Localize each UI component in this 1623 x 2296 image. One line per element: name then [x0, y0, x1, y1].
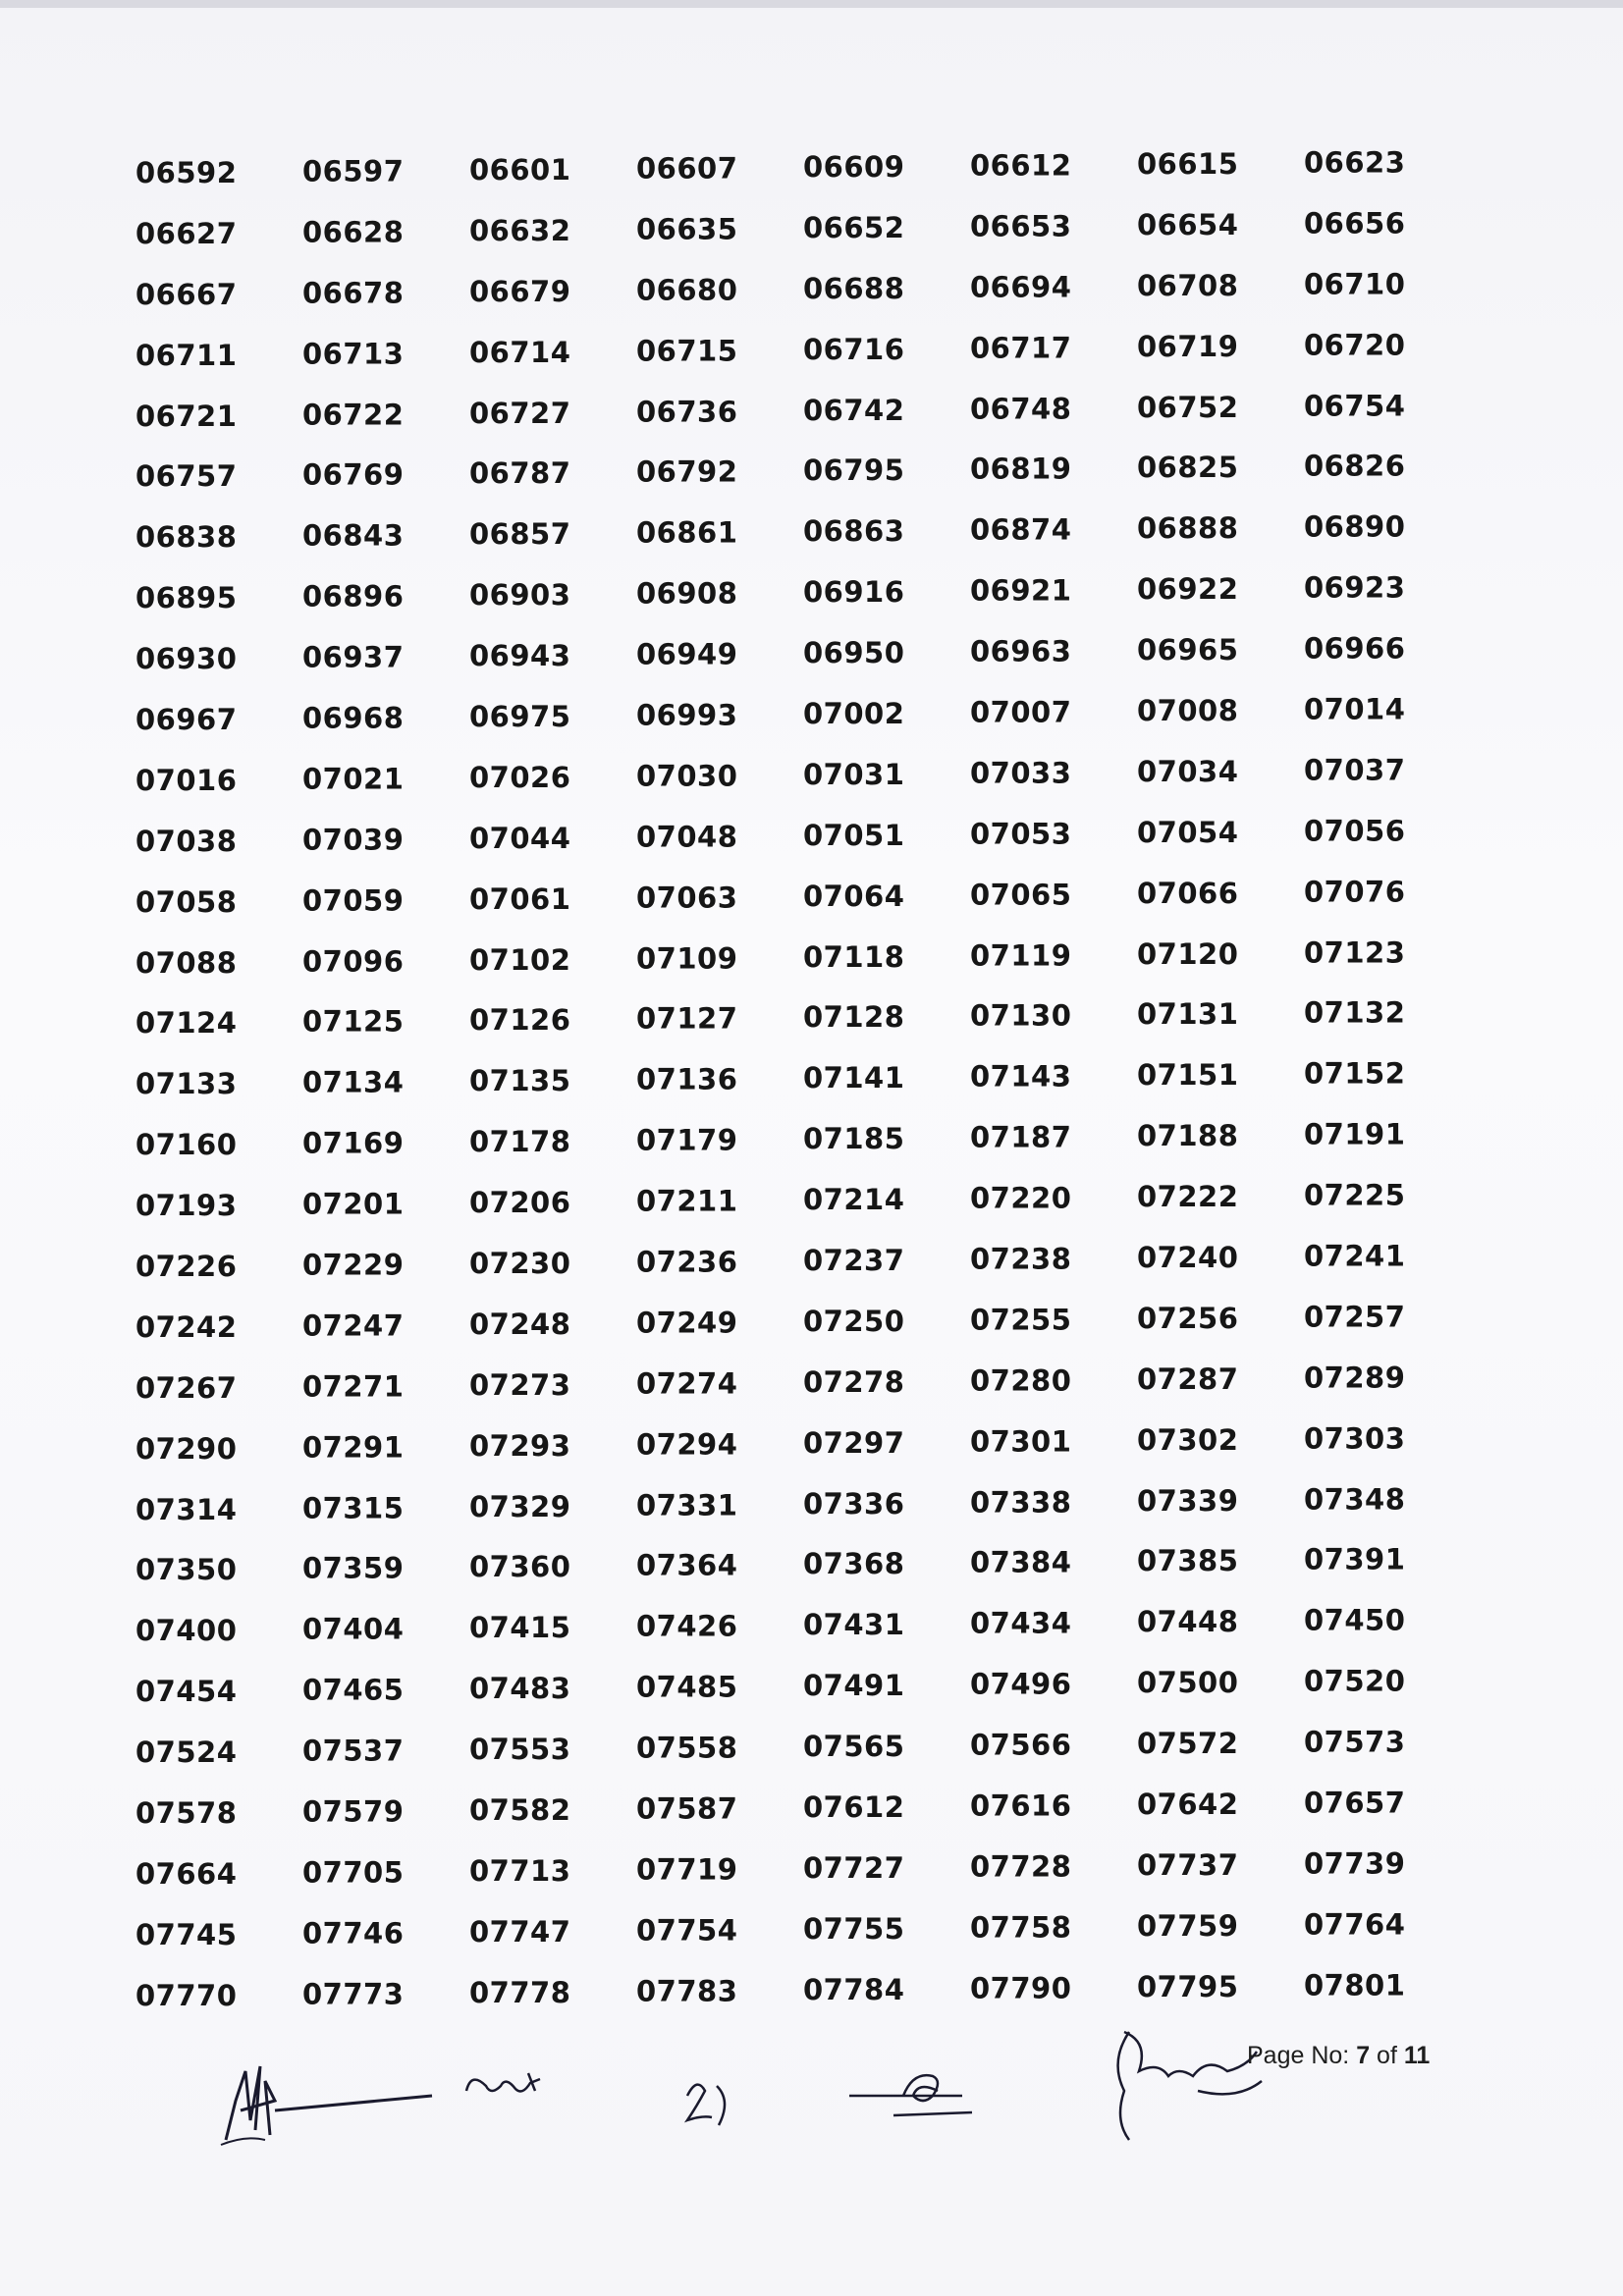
roll-number-cell: 06963 [970, 634, 1072, 668]
roll-number-cell: 07737 [1137, 1847, 1239, 1882]
roll-number-cell: 07056 [1304, 814, 1406, 848]
roll-number-cell: 07230 [469, 1247, 571, 1281]
roll-number-cell: 07391 [1304, 1542, 1406, 1576]
roll-number-cell: 06754 [1304, 389, 1406, 423]
roll-number-cell: 07280 [970, 1363, 1072, 1398]
roll-number-cell: 07642 [1137, 1788, 1239, 1822]
roll-number-cell: 07485 [636, 1670, 738, 1704]
roll-number-cell: 07713 [469, 1853, 571, 1888]
roll-number-cell: 07118 [803, 939, 905, 974]
roll-number-cell: 07125 [302, 1004, 405, 1039]
roll-number-cell: 07558 [636, 1731, 738, 1765]
roll-number-cell: 06710 [1304, 267, 1406, 301]
roll-number-cell: 07109 [636, 941, 738, 976]
roll-number-cell: 07249 [636, 1306, 738, 1340]
roll-number-cell: 07096 [302, 944, 405, 979]
roll-number-cell: 07664 [135, 1856, 238, 1891]
roll-number-cell: 06597 [302, 154, 405, 188]
roll-number-cell: 07278 [803, 1364, 905, 1399]
roll-number-cell: 07185 [803, 1122, 905, 1156]
roll-number-cell: 06908 [636, 576, 738, 611]
roll-number-cell: 06825 [1137, 451, 1239, 485]
roll-number-cell: 06916 [803, 575, 905, 610]
roll-number-cell: 06721 [135, 399, 238, 433]
roll-number-cell: 07201 [302, 1187, 405, 1221]
roll-number-cell: 07061 [469, 881, 571, 916]
roll-number-cell: 07496 [970, 1667, 1072, 1701]
roll-number-cell: 06921 [970, 573, 1072, 608]
roll-number-cell: 06861 [636, 515, 738, 550]
roll-number-cell: 07191 [1304, 1117, 1406, 1151]
roll-number-cell: 07291 [302, 1430, 405, 1465]
roll-number-cell: 07764 [1304, 1907, 1406, 1942]
roll-number-cell: 07064 [803, 879, 905, 913]
roll-number-cell: 07002 [803, 697, 905, 731]
roll-number-cell: 07033 [970, 756, 1072, 790]
roll-number-cell: 07739 [1304, 1846, 1406, 1881]
roll-number-cell: 07336 [803, 1486, 905, 1521]
roll-number-cell: 07315 [302, 1491, 405, 1525]
roll-number-cell: 06966 [1304, 631, 1406, 666]
roll-number-cell: 07657 [1304, 1786, 1406, 1820]
roll-number-cell: 07250 [803, 1304, 905, 1338]
roll-number-cell: 07241 [1304, 1239, 1406, 1273]
roll-number-cell: 06949 [636, 637, 738, 671]
roll-number-cell: 07350 [135, 1553, 238, 1587]
roll-number-cell: 06656 [1304, 206, 1406, 240]
roll-number-cell: 06896 [302, 579, 405, 614]
roll-number-cell: 06720 [1304, 328, 1406, 362]
roll-number-cell: 06975 [469, 700, 571, 734]
roll-number-cell: 06943 [469, 639, 571, 673]
roll-number-cell: 06937 [302, 640, 405, 674]
roll-number-cell: 06667 [135, 277, 238, 311]
roll-number-cell: 07130 [970, 998, 1072, 1033]
roll-number-cell: 07520 [1304, 1664, 1406, 1698]
roll-number-cell: 07287 [1137, 1362, 1239, 1396]
roll-number-cell: 06742 [803, 393, 905, 427]
roll-number-cell: 07240 [1137, 1241, 1239, 1275]
roll-number-cell: 07759 [1137, 1908, 1239, 1943]
roll-number-cell: 07136 [636, 1062, 738, 1096]
roll-number-cell: 06719 [1137, 329, 1239, 363]
roll-number-cell: 07127 [636, 1001, 738, 1036]
roll-number-cell: 07059 [302, 883, 405, 918]
roll-number-cell: 07289 [1304, 1361, 1406, 1395]
roll-number-cell: 06623 [1304, 145, 1406, 180]
roll-number-cell: 07128 [803, 1000, 905, 1035]
roll-number-cell: 07066 [1137, 876, 1239, 910]
roll-number-cell: 07124 [135, 1006, 238, 1041]
roll-number-cell: 06716 [803, 332, 905, 366]
roll-number-cell: 07039 [302, 823, 405, 857]
roll-number-cell: 07302 [1137, 1422, 1239, 1457]
signature-1 [206, 2042, 442, 2150]
roll-number-cell: 07248 [469, 1307, 571, 1341]
roll-number-cell: 06795 [803, 454, 905, 488]
roll-number-cell: 07222 [1137, 1180, 1239, 1214]
roll-number-cell: 07179 [636, 1123, 738, 1157]
roll-number-cell: 06722 [302, 398, 405, 432]
page-of: of [1370, 2042, 1404, 2069]
roll-number-cell: 06752 [1137, 390, 1239, 424]
roll-number-cell: 07384 [970, 1545, 1072, 1579]
roll-number-cell: 07102 [469, 942, 571, 977]
roll-number-cell: 07754 [636, 1913, 738, 1948]
roll-number-cell: 07338 [970, 1485, 1072, 1520]
roll-number-cell: 07237 [803, 1244, 905, 1278]
roll-number-cell: 07206 [469, 1186, 571, 1220]
roll-number-cell: 06922 [1137, 572, 1239, 607]
roll-number-cell: 07582 [469, 1793, 571, 1828]
roll-number-cell: 07758 [970, 1910, 1072, 1945]
roll-number-cell: 06715 [636, 334, 738, 368]
roll-number-cell: 06688 [803, 271, 905, 305]
roll-number-cell: 07193 [135, 1189, 238, 1223]
roll-number-cell: 06792 [636, 454, 738, 489]
roll-number-cell: 06607 [636, 151, 738, 186]
roll-number-cell: 06787 [469, 456, 571, 491]
roll-number-cell: 07134 [302, 1065, 405, 1099]
roll-number-cell: 07301 [970, 1424, 1072, 1459]
roll-number-cell: 07360 [469, 1550, 571, 1584]
roll-number-cell: 07051 [803, 818, 905, 852]
roll-number-cell: 06843 [302, 518, 405, 553]
roll-number-cell: 06601 [469, 153, 571, 187]
roll-number-cell: 07120 [1137, 936, 1239, 971]
roll-number-cell: 06757 [135, 459, 238, 494]
roll-number-cell: 07448 [1137, 1605, 1239, 1639]
roll-number-cell: 07705 [302, 1855, 405, 1890]
roll-number-cell: 07329 [469, 1489, 571, 1523]
roll-number-cell: 06950 [803, 636, 905, 670]
roll-number-cell: 07746 [302, 1916, 405, 1950]
roll-number-cell: 06874 [970, 512, 1072, 547]
roll-number-cell: 06627 [135, 216, 238, 250]
roll-number-cell: 07385 [1137, 1544, 1239, 1578]
roll-number-cell: 07331 [636, 1488, 738, 1522]
roll-number-cell: 06993 [636, 698, 738, 732]
page-total: 11 [1403, 2042, 1431, 2069]
roll-number-cell: 07238 [970, 1242, 1072, 1276]
roll-number-cell: 07014 [1304, 692, 1406, 726]
roll-number-cell: 06930 [135, 642, 238, 676]
scan-edge [0, 0, 1623, 8]
roll-number-cell: 06711 [135, 338, 238, 372]
roll-number-cell: 07400 [135, 1614, 238, 1648]
roll-number-cell: 07016 [135, 763, 238, 797]
roll-number-cell: 07242 [135, 1309, 238, 1344]
roll-number-cell: 07303 [1304, 1421, 1406, 1456]
roll-number-cell: 06592 [135, 156, 238, 189]
roll-number-cell: 07537 [302, 1734, 405, 1768]
roll-number-cell: 06838 [135, 520, 238, 555]
roll-number-cell: 07256 [1137, 1301, 1239, 1335]
roll-number-cell: 07783 [636, 1974, 738, 2008]
roll-number-cell: 07123 [1304, 935, 1406, 970]
roll-number-cell: 06632 [469, 213, 571, 247]
roll-number-cell: 07119 [970, 938, 1072, 973]
roll-number-cell: 07565 [803, 1730, 905, 1764]
roll-number-cell: 07141 [803, 1061, 905, 1095]
roll-number-cell: 06612 [970, 148, 1072, 183]
roll-number-cell: 07778 [469, 1975, 571, 2009]
roll-number-cell: 07236 [636, 1245, 738, 1279]
roll-number-cell: 07728 [970, 1849, 1072, 1884]
roll-number-cell: 06857 [469, 517, 571, 552]
roll-number-cell: 07053 [970, 817, 1072, 851]
roll-number-cell: 07274 [636, 1366, 738, 1401]
roll-number-cell: 07434 [970, 1606, 1072, 1640]
roll-number-cell: 06965 [1137, 633, 1239, 667]
roll-number-cell: 07587 [636, 1791, 738, 1826]
roll-number-cell: 07483 [469, 1672, 571, 1706]
roll-number-cell: 07026 [469, 760, 571, 794]
roll-number-cell: 07247 [302, 1308, 405, 1343]
roll-number-cell: 07784 [803, 1972, 905, 2006]
roll-number-cell: 07616 [970, 1789, 1072, 1823]
roll-number-cell: 07290 [135, 1431, 238, 1466]
roll-number-cell: 07719 [636, 1852, 738, 1887]
roll-number-cell: 07255 [970, 1303, 1072, 1337]
roll-number-cell: 07426 [636, 1609, 738, 1643]
roll-number-cell: 06678 [302, 276, 405, 310]
roll-number-cell: 07135 [469, 1064, 571, 1098]
roll-number-cell: 07034 [1137, 754, 1239, 788]
roll-number-cell: 07225 [1304, 1178, 1406, 1212]
roll-number-cell: 07143 [970, 1059, 1072, 1094]
roll-number-cell: 07037 [1304, 753, 1406, 787]
roll-number-cell: 07612 [803, 1790, 905, 1825]
roll-number-cell: 07131 [1137, 997, 1239, 1032]
roll-number-cell: 07031 [803, 757, 905, 791]
roll-number-cell: 06819 [970, 452, 1072, 486]
roll-number-cell: 06708 [1137, 268, 1239, 302]
roll-number-cell: 07579 [302, 1794, 405, 1829]
roll-number-cell: 07745 [135, 1917, 238, 1951]
page-number [1247, 2042, 1430, 2070]
roll-number-cell: 07152 [1304, 1056, 1406, 1091]
roll-number-cell: 07368 [803, 1547, 905, 1581]
signature-5 [1100, 2022, 1267, 2150]
roll-number-cell: 07151 [1137, 1058, 1239, 1093]
page-current: 7 [1356, 2042, 1371, 2069]
roll-number-cell: 06694 [970, 270, 1072, 304]
signature-2 [461, 2061, 550, 2110]
roll-number-cell: 07220 [970, 1181, 1072, 1215]
roll-number-cell: 07038 [135, 824, 238, 858]
roll-number-cell: 06679 [469, 274, 571, 308]
roll-number-cell: 07271 [302, 1369, 405, 1404]
roll-number-cell: 06680 [636, 273, 738, 307]
roll-number-cell: 07450 [1304, 1603, 1406, 1637]
roll-number-cell: 07297 [803, 1425, 905, 1460]
roll-number-cell: 07500 [1137, 1666, 1239, 1700]
roll-number-cell: 06826 [1304, 449, 1406, 483]
roll-number-cell: 06769 [302, 457, 405, 492]
roll-number-cell: 07773 [302, 1977, 405, 2011]
roll-number-cell: 07044 [469, 821, 571, 855]
roll-number-cell: 07273 [469, 1367, 571, 1402]
roll-number-cell: 07465 [302, 1673, 405, 1707]
roll-number-cell: 06714 [469, 335, 571, 369]
roll-number-cell: 07348 [1304, 1482, 1406, 1517]
roll-number-cell: 07058 [135, 884, 238, 919]
roll-number-cell: 06653 [970, 209, 1072, 243]
roll-number-cell: 06713 [302, 337, 405, 371]
roll-number-cell: 07404 [302, 1612, 405, 1646]
roll-number-cell: 07007 [970, 695, 1072, 729]
roll-number-cell: 07293 [469, 1428, 571, 1463]
roll-number-cell: 06654 [1137, 207, 1239, 241]
roll-number-cell: 07226 [135, 1250, 238, 1284]
roll-number-cell: 06890 [1304, 509, 1406, 544]
roll-number-cell: 06968 [302, 701, 405, 735]
roll-number-cell: 07491 [803, 1669, 905, 1703]
roll-number-cell: 07048 [636, 820, 738, 854]
roll-number-cell: 06609 [803, 150, 905, 184]
roll-number-cell: 07770 [135, 1978, 238, 2012]
roll-number-cell: 07454 [135, 1675, 238, 1709]
roll-number-cell: 07578 [135, 1796, 238, 1831]
roll-number-cell: 07566 [970, 1728, 1072, 1762]
roll-number-cell: 06652 [803, 210, 905, 244]
roll-number-cell: 07214 [803, 1183, 905, 1217]
roll-number-cell: 06736 [636, 395, 738, 429]
roll-number-cell: 07030 [636, 759, 738, 793]
roll-number-cell: 06615 [1137, 147, 1239, 181]
roll-number-cell: 07188 [1137, 1119, 1239, 1153]
roll-number-cell: 07415 [469, 1611, 571, 1645]
roll-number-cell: 06923 [1304, 570, 1406, 605]
roll-number-grid [135, 145, 1481, 2037]
roll-number-cell: 07339 [1137, 1483, 1239, 1518]
roll-number-cell: 07054 [1137, 815, 1239, 849]
roll-number-cell: 07572 [1137, 1727, 1239, 1761]
page-label: Page No: [1247, 2042, 1357, 2069]
signature-row [196, 2022, 1276, 2179]
roll-number-cell: 07314 [135, 1492, 238, 1526]
roll-number-cell: 07178 [469, 1125, 571, 1159]
roll-number-cell: 06727 [469, 396, 571, 430]
roll-number-cell: 07076 [1304, 875, 1406, 909]
roll-number-cell: 06863 [803, 514, 905, 549]
roll-number-cell: 07133 [135, 1067, 238, 1101]
roll-number-cell: 07063 [636, 881, 738, 915]
roll-number-cell: 07132 [1304, 995, 1406, 1030]
roll-number-cell: 07755 [803, 1911, 905, 1946]
roll-number-cell: 07126 [469, 1003, 571, 1038]
roll-number-cell: 07727 [803, 1850, 905, 1885]
roll-number-cell: 06717 [970, 331, 1072, 365]
roll-number-cell: 07229 [302, 1248, 405, 1282]
roll-number-cell: 06748 [970, 392, 1072, 426]
roll-number-cell: 07211 [636, 1184, 738, 1218]
roll-number-cell: 07065 [970, 878, 1072, 912]
roll-number-cell: 07364 [636, 1548, 738, 1582]
roll-number-cell: 07267 [135, 1370, 238, 1405]
roll-number-cell: 06635 [636, 212, 738, 246]
roll-number-cell: 06903 [469, 578, 571, 613]
roll-number-cell: 07790 [970, 1971, 1072, 2005]
roll-number-cell: 07021 [302, 762, 405, 796]
roll-number-cell: 07008 [1137, 694, 1239, 728]
roll-number-cell: 07160 [135, 1128, 238, 1162]
roll-number-cell: 07747 [469, 1914, 571, 1949]
roll-number-cell: 07187 [970, 1120, 1072, 1154]
roll-number-cell: 07795 [1137, 1969, 1239, 2003]
roll-number-cell: 07294 [636, 1427, 738, 1462]
signature-3 [677, 2066, 736, 2135]
roll-number-cell: 07257 [1304, 1300, 1406, 1334]
roll-number-cell: 07359 [302, 1551, 405, 1585]
roll-number-cell: 07573 [1304, 1725, 1406, 1759]
roll-number-cell: 06895 [135, 581, 238, 615]
roll-number-cell: 07801 [1304, 1968, 1406, 2002]
roll-number-cell: 07553 [469, 1733, 571, 1767]
roll-number-cell: 07524 [135, 1735, 238, 1770]
roll-number-cell: 06628 [302, 215, 405, 249]
signature-4 [844, 2052, 982, 2130]
roll-number-cell: 06888 [1137, 511, 1239, 546]
roll-number-cell: 06967 [135, 703, 238, 737]
roll-number-cell: 07169 [302, 1126, 405, 1160]
roll-number-cell: 07088 [135, 945, 238, 980]
roll-number-cell: 07431 [803, 1608, 905, 1642]
